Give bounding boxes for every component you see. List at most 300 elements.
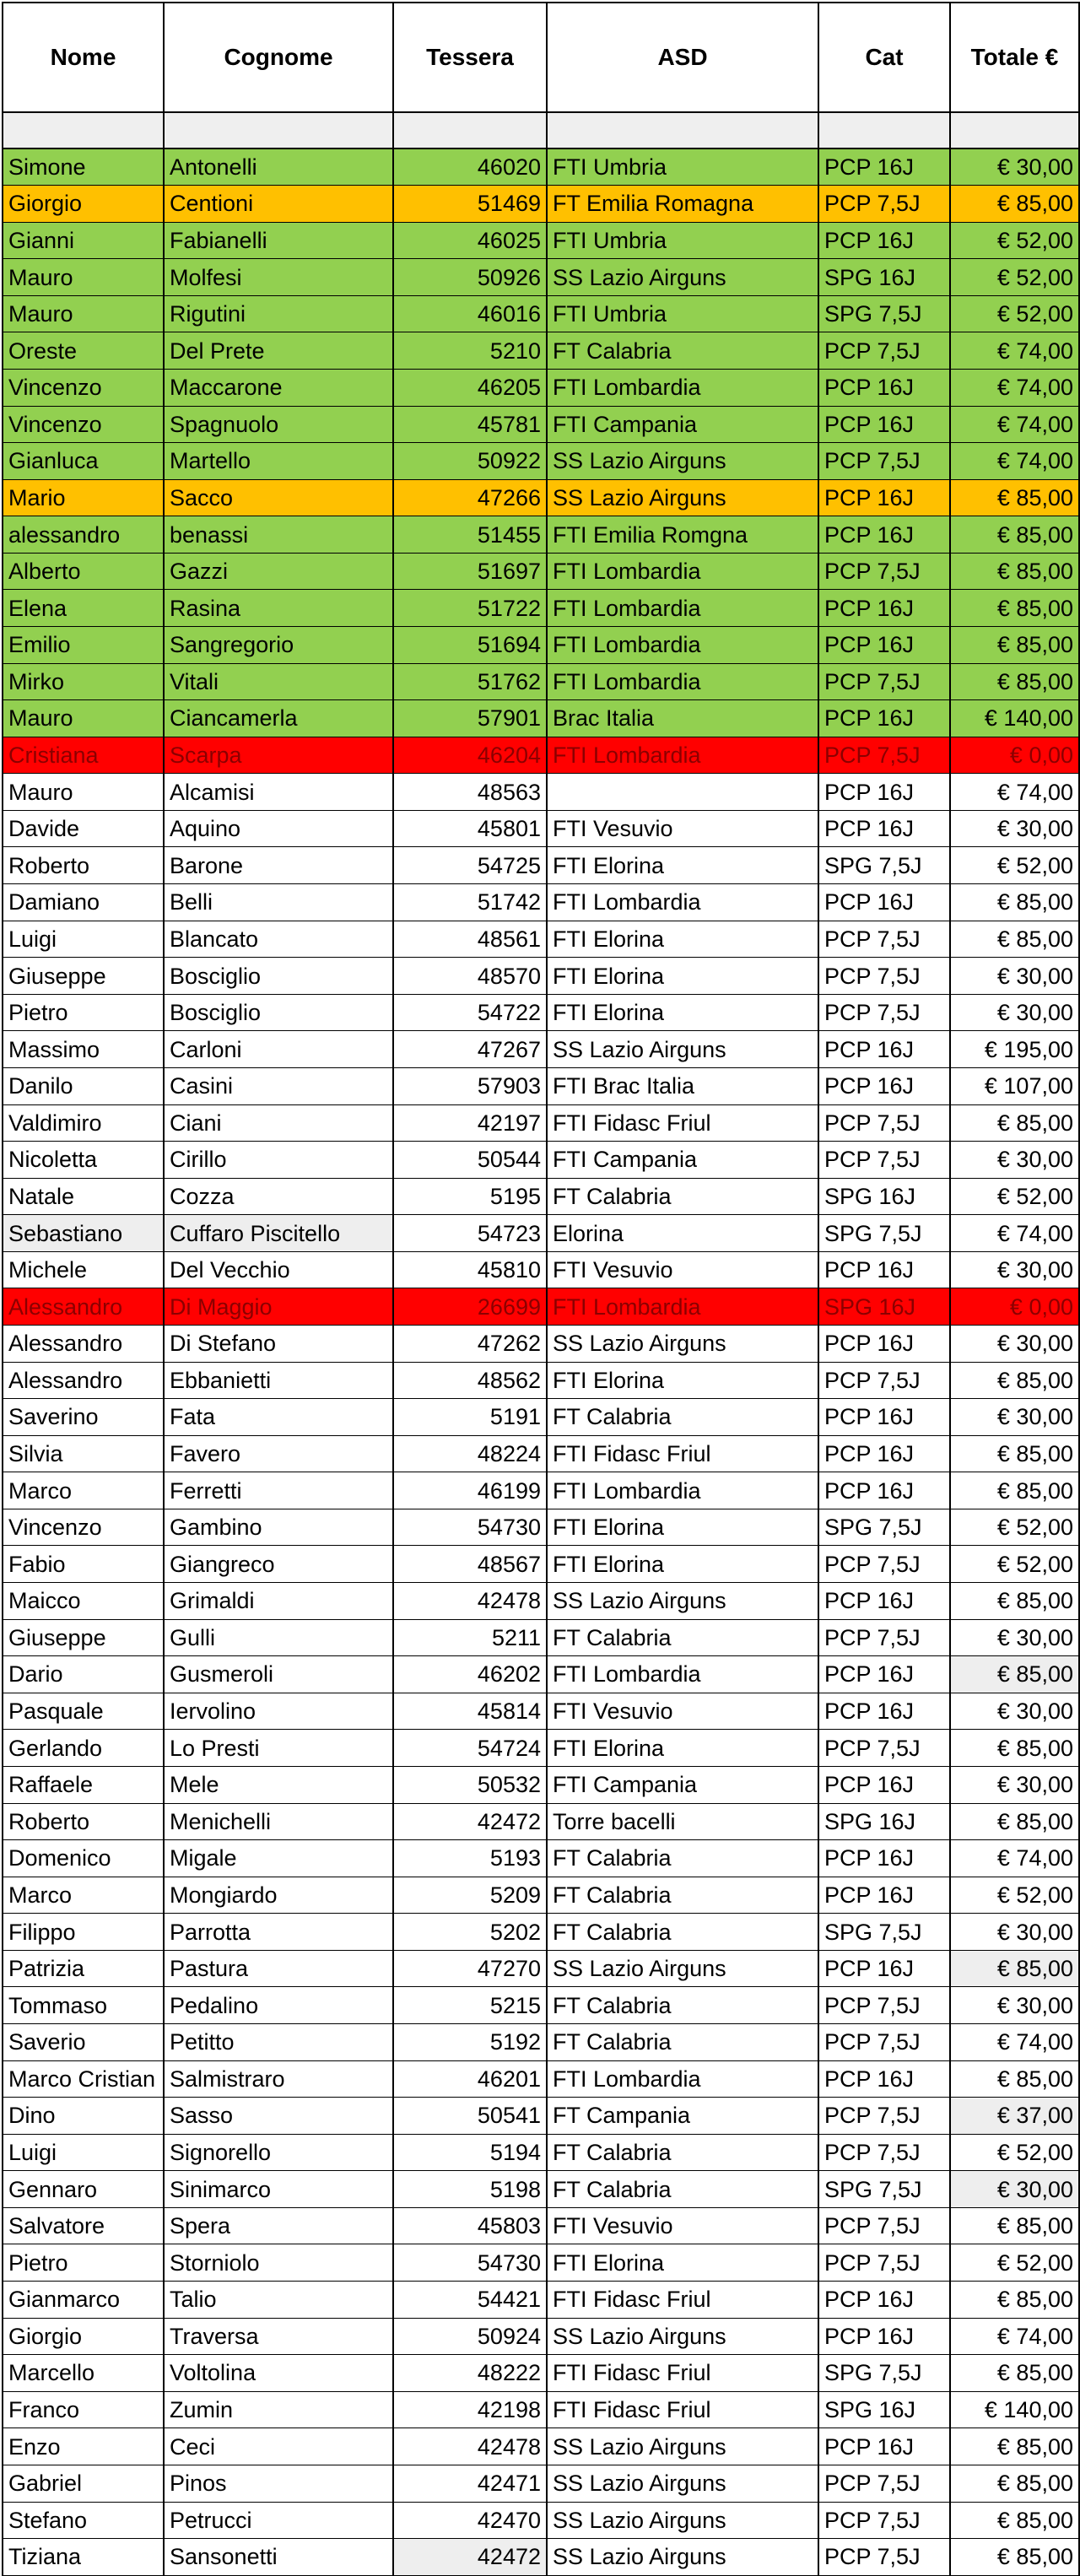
cell-tessera[interactable]: 46205	[393, 369, 547, 406]
cell-asd[interactable]: FTI Lombardia	[547, 590, 818, 627]
cell-totale[interactable]: € 85,00	[950, 479, 1079, 516]
cell-cognome[interactable]: Sangregorio	[164, 627, 393, 664]
cell-totale[interactable]: € 85,00	[950, 1803, 1079, 1840]
cell-totale[interactable]: € 140,00	[950, 700, 1079, 737]
cell-nome[interactable]: Gabriel	[3, 2465, 164, 2502]
cell-nome[interactable]: Alessandro	[3, 1326, 164, 1363]
cell-totale[interactable]: € 30,00	[950, 1326, 1079, 1363]
cell-asd[interactable]: FT Calabria	[547, 1399, 818, 1436]
cell-nome[interactable]: Sebastiano	[3, 1215, 164, 1252]
cell-nome[interactable]: Pietro	[3, 2244, 164, 2282]
cell-cat[interactable]: PCP 7,5J	[818, 663, 950, 700]
cell-tessera[interactable]: 47267	[393, 1031, 547, 1068]
cell-totale[interactable]: € 30,00	[950, 810, 1079, 847]
cell-cat[interactable]: SPG 7,5J	[818, 1914, 950, 1951]
cell-cat[interactable]: PCP 16J	[818, 406, 950, 443]
cell-cognome[interactable]: benassi	[164, 516, 393, 554]
cell-totale[interactable]: € 30,00	[950, 1142, 1079, 1179]
cell-totale[interactable]: € 140,00	[950, 2391, 1079, 2428]
cell-nome[interactable]: Mirko	[3, 663, 164, 700]
cell-asd[interactable]: FTI Lombardia	[547, 2060, 818, 2098]
cell-asd[interactable]: FT Calabria	[547, 2023, 818, 2060]
cell-nome[interactable]: Gianni	[3, 222, 164, 259]
cell-totale[interactable]: € 52,00	[950, 259, 1079, 296]
cell-cognome[interactable]: Bosciglio	[164, 994, 393, 1031]
cell-cognome[interactable]: Aquino	[164, 810, 393, 847]
cell-totale[interactable]: € 52,00	[950, 2244, 1079, 2282]
cell-nome[interactable]: Stefano	[3, 2502, 164, 2539]
cell-totale[interactable]: € 74,00	[950, 2318, 1079, 2355]
cell-cat[interactable]: PCP 7,5J	[818, 2502, 950, 2539]
cell-cognome[interactable]: Talio	[164, 2282, 393, 2319]
cell-tessera[interactable]: 54730	[393, 1509, 547, 1546]
cell-asd[interactable]: FTI Vesuvio	[547, 810, 818, 847]
column-header-nome[interactable]: Nome	[3, 3, 164, 112]
cell-asd[interactable]: FTI Campania	[547, 1142, 818, 1179]
cell-nome[interactable]: Saverio	[3, 2023, 164, 2060]
empty-cell[interactable]	[547, 112, 818, 149]
cell-cognome[interactable]: Blancato	[164, 921, 393, 958]
cell-totale[interactable]: € 85,00	[950, 2428, 1079, 2465]
cell-cognome[interactable]: Signorello	[164, 2134, 393, 2171]
cell-asd[interactable]: FTI Lombardia	[547, 884, 818, 921]
cell-nome[interactable]: Massimo	[3, 1031, 164, 1068]
cell-totale[interactable]: € 85,00	[950, 516, 1079, 554]
cell-tessera[interactable]: 5211	[393, 1619, 547, 1656]
cell-totale[interactable]: € 30,00	[950, 1987, 1079, 2024]
cell-asd[interactable]: FT Calabria	[547, 332, 818, 370]
cell-totale[interactable]: € 30,00	[950, 958, 1079, 995]
cell-cat[interactable]: PCP 7,5J	[818, 2134, 950, 2171]
cell-asd[interactable]: SS Lazio Airguns	[547, 2539, 818, 2576]
cell-tessera[interactable]: 45803	[393, 2207, 547, 2244]
cell-tessera[interactable]: 5193	[393, 1840, 547, 1877]
cell-asd[interactable]: FTI Elorina	[547, 958, 818, 995]
cell-tessera[interactable]: 51742	[393, 884, 547, 921]
cell-nome[interactable]: Fabio	[3, 1546, 164, 1583]
cell-nome[interactable]: Giuseppe	[3, 958, 164, 995]
cell-tessera[interactable]: 47262	[393, 1326, 547, 1363]
cell-tessera[interactable]: 5209	[393, 1877, 547, 1914]
cell-asd[interactable]: FTI Umbria	[547, 295, 818, 332]
cell-nome[interactable]: Dino	[3, 2098, 164, 2135]
cell-tessera[interactable]: 57901	[393, 700, 547, 737]
cell-tessera[interactable]: 46202	[393, 1656, 547, 1693]
cell-cognome[interactable]: Spera	[164, 2207, 393, 2244]
cell-tessera[interactable]: 50532	[393, 1766, 547, 1803]
cell-cognome[interactable]: Cirillo	[164, 1142, 393, 1179]
cell-tessera[interactable]: 45810	[393, 1251, 547, 1288]
cell-tessera[interactable]: 50922	[393, 443, 547, 480]
cell-tessera[interactable]: 5195	[393, 1178, 547, 1215]
cell-asd[interactable]: SS Lazio Airguns	[547, 2502, 818, 2539]
cell-nome[interactable]: Mauro	[3, 774, 164, 811]
cell-cognome[interactable]: Pastura	[164, 1950, 393, 1987]
cell-cat[interactable]: PCP 16J	[818, 1766, 950, 1803]
cell-cognome[interactable]: Pinos	[164, 2465, 393, 2502]
cell-cognome[interactable]: Grimaldi	[164, 1583, 393, 1620]
cell-nome[interactable]: Mauro	[3, 259, 164, 296]
cell-cat[interactable]: PCP 7,5J	[818, 737, 950, 774]
cell-totale[interactable]: € 85,00	[950, 2207, 1079, 2244]
cell-nome[interactable]: Michele	[3, 1251, 164, 1288]
cell-cat[interactable]: PCP 7,5J	[818, 1142, 950, 1179]
cell-nome[interactable]: Saverino	[3, 1399, 164, 1436]
empty-cell[interactable]	[818, 112, 950, 149]
cell-cognome[interactable]: Bosciglio	[164, 958, 393, 995]
cell-tessera[interactable]: 50924	[393, 2318, 547, 2355]
cell-cognome[interactable]: Vitali	[164, 663, 393, 700]
cell-tessera[interactable]: 42470	[393, 2502, 547, 2539]
cell-cat[interactable]: PCP 7,5J	[818, 332, 950, 370]
cell-asd[interactable]: FT Calabria	[547, 1877, 818, 1914]
cell-cat[interactable]: PCP 16J	[818, 1840, 950, 1877]
cell-asd[interactable]: FTI Emilia Romgna	[547, 516, 818, 554]
cell-cognome[interactable]: Rigutini	[164, 295, 393, 332]
cell-tessera[interactable]: 51762	[393, 663, 547, 700]
empty-cell[interactable]	[3, 112, 164, 149]
cell-tessera[interactable]: 42471	[393, 2465, 547, 2502]
cell-totale[interactable]: € 85,00	[950, 627, 1079, 664]
cell-cat[interactable]: SPG 7,5J	[818, 295, 950, 332]
cell-nome[interactable]: Luigi	[3, 921, 164, 958]
cell-tessera[interactable]: 46025	[393, 222, 547, 259]
cell-cat[interactable]: SPG 7,5J	[818, 2171, 950, 2208]
cell-tessera[interactable]: 46199	[393, 1472, 547, 1509]
cell-nome[interactable]: Giorgio	[3, 186, 164, 223]
cell-cognome[interactable]: Centioni	[164, 186, 393, 223]
cell-nome[interactable]: Dario	[3, 1656, 164, 1693]
cell-cognome[interactable]: Iervolino	[164, 1693, 393, 1730]
cell-cat[interactable]: PCP 16J	[818, 810, 950, 847]
cell-cognome[interactable]: Scarpa	[164, 737, 393, 774]
cell-totale[interactable]: € 85,00	[950, 1950, 1079, 1987]
cell-tessera[interactable]: 42478	[393, 2428, 547, 2465]
cell-totale[interactable]: € 85,00	[950, 921, 1079, 958]
cell-totale[interactable]: € 74,00	[950, 369, 1079, 406]
cell-nome[interactable]: Tommaso	[3, 1987, 164, 2024]
cell-cognome[interactable]: Pedalino	[164, 1987, 393, 2024]
cell-totale[interactable]: € 30,00	[950, 1693, 1079, 1730]
cell-nome[interactable]: Luigi	[3, 2134, 164, 2171]
cell-totale[interactable]: € 85,00	[950, 2355, 1079, 2392]
cell-cognome[interactable]: Cuffaro Piscitello	[164, 1215, 393, 1252]
cell-cat[interactable]: PCP 16J	[818, 590, 950, 627]
cell-tessera[interactable]: 46201	[393, 2060, 547, 2098]
cell-asd[interactable]: FTI Vesuvio	[547, 1251, 818, 1288]
cell-cognome[interactable]: Sacco	[164, 479, 393, 516]
cell-cat[interactable]: PCP 7,5J	[818, 1987, 950, 2024]
cell-tessera[interactable]: 5192	[393, 2023, 547, 2060]
column-header-cognome[interactable]: Cognome	[164, 3, 393, 112]
cell-asd[interactable]: FTI Lombardia	[547, 737, 818, 774]
cell-nome[interactable]: Natale	[3, 1178, 164, 1215]
cell-nome[interactable]: Damiano	[3, 884, 164, 921]
cell-tessera[interactable]: 50926	[393, 259, 547, 296]
cell-totale[interactable]: € 37,00	[950, 2098, 1079, 2135]
cell-cognome[interactable]: Alcamisi	[164, 774, 393, 811]
cell-asd[interactable]: FT Emilia Romagna	[547, 186, 818, 223]
cell-nome[interactable]: Enzo	[3, 2428, 164, 2465]
cell-cat[interactable]: SPG 16J	[818, 2391, 950, 2428]
cell-asd[interactable]: Torre bacelli	[547, 1803, 818, 1840]
cell-asd[interactable]: FTI Fidasc Friul	[547, 1435, 818, 1472]
cell-cat[interactable]: PCP 16J	[818, 700, 950, 737]
cell-nome[interactable]: Pasquale	[3, 1693, 164, 1730]
cell-nome[interactable]: Maicco	[3, 1583, 164, 1620]
cell-tessera[interactable]: 26699	[393, 1288, 547, 1326]
cell-totale[interactable]: € 0,00	[950, 1288, 1079, 1326]
cell-nome[interactable]: Mario	[3, 479, 164, 516]
cell-tessera[interactable]: 51694	[393, 627, 547, 664]
cell-nome[interactable]: Marco	[3, 1472, 164, 1509]
cell-cognome[interactable]: Maccarone	[164, 369, 393, 406]
cell-cognome[interactable]: Ceci	[164, 2428, 393, 2465]
cell-nome[interactable]: Gerlando	[3, 1730, 164, 1767]
cell-cat[interactable]: SPG 7,5J	[818, 847, 950, 884]
cell-tessera[interactable]: 48224	[393, 1435, 547, 1472]
cell-tessera[interactable]: 47266	[393, 479, 547, 516]
cell-nome[interactable]: Valdimiro	[3, 1104, 164, 1142]
cell-totale[interactable]: € 85,00	[950, 2502, 1079, 2539]
cell-cat[interactable]: PCP 16J	[818, 2428, 950, 2465]
cell-asd[interactable]: Brac Italia	[547, 700, 818, 737]
cell-cognome[interactable]: Petrucci	[164, 2502, 393, 2539]
empty-cell[interactable]	[164, 112, 393, 149]
cell-cognome[interactable]: Gulli	[164, 1619, 393, 1656]
cell-nome[interactable]: Vincenzo	[3, 406, 164, 443]
cell-totale[interactable]: € 30,00	[950, 1399, 1079, 1436]
cell-totale[interactable]: € 85,00	[950, 1730, 1079, 1767]
cell-cognome[interactable]: Casini	[164, 1067, 393, 1104]
cell-asd[interactable]: FTI Elorina	[547, 921, 818, 958]
cell-asd[interactable]: SS Lazio Airguns	[547, 1950, 818, 1987]
cell-cat[interactable]: SPG 16J	[818, 259, 950, 296]
cell-cat[interactable]: PCP 16J	[818, 149, 950, 186]
cell-totale[interactable]: € 52,00	[950, 2134, 1079, 2171]
cell-nome[interactable]: alessandro	[3, 516, 164, 554]
column-header-tessera[interactable]: Tessera	[393, 3, 547, 112]
cell-cat[interactable]: PCP 7,5J	[818, 2465, 950, 2502]
cell-asd[interactable]: FT Calabria	[547, 2134, 818, 2171]
cell-cat[interactable]: SPG 16J	[818, 1803, 950, 1840]
cell-totale[interactable]: € 52,00	[950, 1178, 1079, 1215]
cell-cognome[interactable]: Parrotta	[164, 1914, 393, 1951]
column-header-totale[interactable]: Totale €	[950, 3, 1079, 112]
cell-tessera[interactable]: 54421	[393, 2282, 547, 2319]
cell-nome[interactable]: Gennaro	[3, 2171, 164, 2208]
cell-nome[interactable]: Pietro	[3, 994, 164, 1031]
cell-tessera[interactable]: 50541	[393, 2098, 547, 2135]
cell-totale[interactable]: € 30,00	[950, 1766, 1079, 1803]
cell-cat[interactable]: PCP 16J	[818, 1472, 950, 1509]
cell-totale[interactable]: € 30,00	[950, 1914, 1079, 1951]
cell-cat[interactable]: PCP 16J	[818, 1399, 950, 1436]
cell-totale[interactable]: € 30,00	[950, 994, 1079, 1031]
cell-cat[interactable]: PCP 7,5J	[818, 443, 950, 480]
cell-totale[interactable]: € 52,00	[950, 1509, 1079, 1546]
cell-totale[interactable]: € 52,00	[950, 847, 1079, 884]
cell-cognome[interactable]: Ciani	[164, 1104, 393, 1142]
cell-totale[interactable]: € 107,00	[950, 1067, 1079, 1104]
cell-cat[interactable]: PCP 7,5J	[818, 2098, 950, 2135]
cell-asd[interactable]: FT Calabria	[547, 1914, 818, 1951]
cell-tessera[interactable]: 48222	[393, 2355, 547, 2392]
cell-tessera[interactable]: 54725	[393, 847, 547, 884]
cell-tessera[interactable]: 5191	[393, 1399, 547, 1436]
cell-asd[interactable]: FT Campania	[547, 2098, 818, 2135]
cell-cognome[interactable]: Del Vecchio	[164, 1251, 393, 1288]
cell-cat[interactable]: PCP 16J	[818, 774, 950, 811]
cell-cognome[interactable]: Giangreco	[164, 1546, 393, 1583]
cell-cat[interactable]: SPG 16J	[818, 1288, 950, 1326]
cell-tessera[interactable]: 47270	[393, 1950, 547, 1987]
cell-tessera[interactable]: 54730	[393, 2244, 547, 2282]
cell-cat[interactable]: PCP 16J	[818, 1656, 950, 1693]
cell-tessera[interactable]: 48570	[393, 958, 547, 995]
cell-tessera[interactable]: 46020	[393, 149, 547, 186]
cell-cognome[interactable]: Gusmeroli	[164, 1656, 393, 1693]
cell-cognome[interactable]: Molfesi	[164, 259, 393, 296]
cell-cat[interactable]: PCP 7,5J	[818, 1104, 950, 1142]
cell-nome[interactable]: Giuseppe	[3, 1619, 164, 1656]
cell-cognome[interactable]: Petitto	[164, 2023, 393, 2060]
cell-asd[interactable]: FTI Campania	[547, 406, 818, 443]
cell-nome[interactable]: Gianmarco	[3, 2282, 164, 2319]
cell-nome[interactable]: Marco	[3, 1877, 164, 1914]
column-header-asd[interactable]: ASD	[547, 3, 818, 112]
cell-cat[interactable]: PCP 16J	[818, 1067, 950, 1104]
cell-totale[interactable]: € 74,00	[950, 332, 1079, 370]
cell-cognome[interactable]: Di Stefano	[164, 1326, 393, 1363]
cell-cognome[interactable]: Ebbanietti	[164, 1362, 393, 1399]
cell-totale[interactable]: € 85,00	[950, 553, 1079, 590]
cell-tessera[interactable]: 51455	[393, 516, 547, 554]
cell-cognome[interactable]: Sinimarco	[164, 2171, 393, 2208]
cell-asd[interactable]: FTI Fidasc Friul	[547, 2391, 818, 2428]
cell-nome[interactable]: Domenico	[3, 1840, 164, 1877]
cell-nome[interactable]: Marco Cristian	[3, 2060, 164, 2098]
cell-tessera[interactable]: 45814	[393, 1693, 547, 1730]
cell-cat[interactable]: SPG 7,5J	[818, 1215, 950, 1252]
cell-tessera[interactable]: 51697	[393, 553, 547, 590]
cell-tessera[interactable]: 54724	[393, 1730, 547, 1767]
cell-cognome[interactable]: Carloni	[164, 1031, 393, 1068]
cell-tessera[interactable]: 45781	[393, 406, 547, 443]
cell-tessera[interactable]: 42197	[393, 1104, 547, 1142]
cell-cognome[interactable]: Belli	[164, 884, 393, 921]
cell-asd[interactable]: FT Calabria	[547, 1619, 818, 1656]
cell-cognome[interactable]: Migale	[164, 1840, 393, 1877]
cell-nome[interactable]: Elena	[3, 590, 164, 627]
cell-totale[interactable]: € 30,00	[950, 1251, 1079, 1288]
cell-totale[interactable]: € 30,00	[950, 149, 1079, 186]
cell-cat[interactable]: SPG 7,5J	[818, 1509, 950, 1546]
cell-cat[interactable]: PCP 16J	[818, 2282, 950, 2319]
cell-cognome[interactable]: Di Maggio	[164, 1288, 393, 1326]
cell-cognome[interactable]: Traversa	[164, 2318, 393, 2355]
cell-cat[interactable]: PCP 7,5J	[818, 1362, 950, 1399]
cell-totale[interactable]: € 30,00	[950, 1619, 1079, 1656]
cell-cat[interactable]: SPG 16J	[818, 1178, 950, 1215]
cell-asd[interactable]: SS Lazio Airguns	[547, 1031, 818, 1068]
cell-asd[interactable]: FTI Lombardia	[547, 553, 818, 590]
cell-totale[interactable]: € 74,00	[950, 443, 1079, 480]
cell-cognome[interactable]: Zumin	[164, 2391, 393, 2428]
cell-totale[interactable]: € 52,00	[950, 295, 1079, 332]
cell-asd[interactable]: SS Lazio Airguns	[547, 2428, 818, 2465]
empty-cell[interactable]	[393, 112, 547, 149]
cell-nome[interactable]: Emilio	[3, 627, 164, 664]
cell-asd[interactable]: FTI Umbria	[547, 149, 818, 186]
cell-asd[interactable]: FTI Vesuvio	[547, 2207, 818, 2244]
cell-cat[interactable]: PCP 7,5J	[818, 921, 950, 958]
cell-cat[interactable]: PCP 16J	[818, 1583, 950, 1620]
cell-cognome[interactable]: Cozza	[164, 1178, 393, 1215]
cell-nome[interactable]: Mauro	[3, 700, 164, 737]
cell-asd[interactable]: FTI Vesuvio	[547, 1693, 818, 1730]
cell-nome[interactable]: Salvatore	[3, 2207, 164, 2244]
cell-totale[interactable]: € 85,00	[950, 1435, 1079, 1472]
cell-tessera[interactable]: 42472	[393, 2539, 547, 2576]
cell-nome[interactable]: Franco	[3, 2391, 164, 2428]
cell-totale[interactable]: € 85,00	[950, 590, 1079, 627]
cell-cat[interactable]: PCP 16J	[818, 516, 950, 554]
cell-nome[interactable]: Filippo	[3, 1914, 164, 1951]
cell-asd[interactable]: FTI Lombardia	[547, 1472, 818, 1509]
cell-totale[interactable]: € 74,00	[950, 774, 1079, 811]
cell-asd[interactable]: FTI Elorina	[547, 2244, 818, 2282]
cell-nome[interactable]: Davide	[3, 810, 164, 847]
cell-asd[interactable]: FTI Elorina	[547, 1546, 818, 1583]
cell-asd[interactable]: FTI Lombardia	[547, 1288, 818, 1326]
cell-totale[interactable]: € 85,00	[950, 2282, 1079, 2319]
empty-cell[interactable]	[950, 112, 1079, 149]
cell-asd[interactable]: SS Lazio Airguns	[547, 443, 818, 480]
cell-cognome[interactable]: Salmistraro	[164, 2060, 393, 2098]
cell-nome[interactable]: Gianluca	[3, 443, 164, 480]
cell-tessera[interactable]: 48561	[393, 921, 547, 958]
cell-tessera[interactable]: 50544	[393, 1142, 547, 1179]
cell-tessera[interactable]: 5210	[393, 332, 547, 370]
cell-tessera[interactable]: 51722	[393, 590, 547, 627]
cell-tessera[interactable]: 42472	[393, 1803, 547, 1840]
cell-tessera[interactable]: 54723	[393, 1215, 547, 1252]
cell-tessera[interactable]: 42198	[393, 2391, 547, 2428]
cell-cognome[interactable]: Del Prete	[164, 332, 393, 370]
cell-cognome[interactable]: Rasina	[164, 590, 393, 627]
cell-asd[interactable]: FTI Elorina	[547, 1509, 818, 1546]
cell-asd[interactable]: FT Calabria	[547, 1178, 818, 1215]
cell-totale[interactable]: € 74,00	[950, 2023, 1079, 2060]
cell-totale[interactable]: € 30,00	[950, 2171, 1079, 2208]
cell-tessera[interactable]: 5215	[393, 1987, 547, 2024]
cell-tessera[interactable]: 5198	[393, 2171, 547, 2208]
cell-asd[interactable]: Elorina	[547, 1215, 818, 1252]
cell-cat[interactable]: PCP 16J	[818, 369, 950, 406]
cell-tessera[interactable]: 5202	[393, 1914, 547, 1951]
cell-nome[interactable]: Raffaele	[3, 1766, 164, 1803]
cell-asd[interactable]: SS Lazio Airguns	[547, 2465, 818, 2502]
cell-cat[interactable]: PCP 7,5J	[818, 553, 950, 590]
cell-nome[interactable]: Tiziana	[3, 2539, 164, 2576]
cell-cat[interactable]: PCP 16J	[818, 2060, 950, 2098]
cell-cognome[interactable]: Ciancamerla	[164, 700, 393, 737]
cell-tessera[interactable]: 51469	[393, 186, 547, 223]
cell-totale[interactable]: € 85,00	[950, 1656, 1079, 1693]
cell-asd[interactable]: SS Lazio Airguns	[547, 259, 818, 296]
cell-nome[interactable]: Oreste	[3, 332, 164, 370]
